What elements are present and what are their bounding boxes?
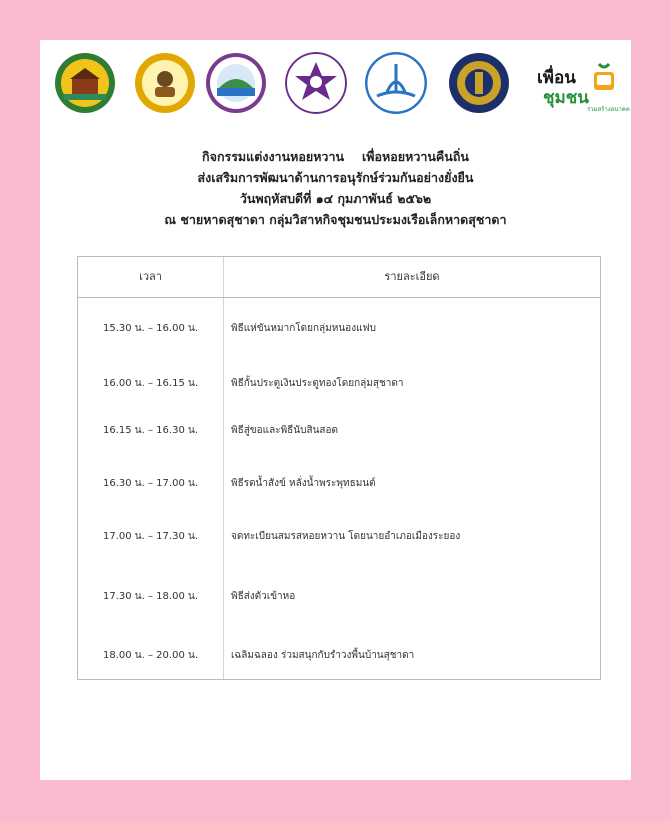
poster-sheet (40, 40, 631, 780)
event-subtitle: ส่งเสริมการพัฒนาด้านการอนุรักษ์ร่วมกันอย่างยั่งยืน (197, 170, 474, 185)
table-row (78, 527, 600, 547)
table-row (78, 421, 600, 441)
row-time: 17.00 น. – 17.30 น. (103, 531, 198, 542)
community-seal-icon (205, 52, 267, 114)
row-time: 16.00 น. – 16.15 น. (103, 378, 198, 389)
table-row (78, 646, 600, 666)
event-slogan: เพื่อหอยหวานคืนถิ่น (362, 149, 469, 164)
event-title: กิจกรรมแต่งงานหอยหวาน (202, 149, 345, 164)
brand-line-1: เพื่อน (537, 68, 576, 88)
row-detail: เฉลิมฉลอง ร่วมสนุกกับรำวงพื้นบ้านสุชาดา (231, 650, 415, 661)
header-line-1 (40, 146, 631, 167)
brand-line-2: ชุมชน (543, 88, 589, 108)
mascot-icon (593, 62, 615, 92)
event-header (40, 146, 631, 230)
event-date: วันพฤหัสบดีที่ ๑๔ กุมภาพันธ์ ๒๕๖๒ (239, 191, 432, 206)
logo-strip (40, 52, 631, 118)
row-detail: จดทะเบียนสมรสหอยหวาน โดยนายอำเภอเมืองระยอง (231, 531, 461, 542)
community-friend-brand (537, 58, 630, 118)
table-row (78, 587, 600, 607)
fisheries-department-icon (448, 52, 510, 114)
table-row (78, 474, 600, 494)
district-emblem-icon (54, 52, 116, 114)
table-header (78, 257, 600, 298)
table-row (78, 374, 600, 394)
schedule-table (77, 256, 601, 680)
event-venue: ณ ชายหาดสุชาดา กลุ่มวิสาหกิจชุมชนประมงเรือเล็กหาดสุชาดา (164, 212, 507, 227)
row-time: 18.00 น. – 20.00 น. (103, 650, 198, 661)
row-time: 15.30 น. – 16.00 น. (103, 323, 198, 334)
brand-tagline: ร่วมสร้างอนาคต (587, 106, 630, 113)
harbor-logo-icon (365, 52, 427, 114)
column-header-time: เวลา (139, 270, 162, 283)
column-header-detail: รายละเอียด (384, 270, 440, 283)
row-time: 17.30 น. – 18.00 น. (103, 591, 198, 602)
temple-seal-icon (134, 52, 196, 114)
row-detail: พิธีสู่ขอและพิธีนับสินสอด (231, 425, 339, 436)
row-detail: พิธีกั้นประตูเงินประตูทองโดยกลุ่มสุชาดา (231, 378, 404, 389)
row-detail: พิธีแห่ขันหมากโดยกลุ่มหนองแฟบ (231, 323, 376, 334)
row-detail: พิธีรดน้ำสังข์ หลั่งน้ำพระพุทธมนต์ (231, 478, 376, 489)
row-detail: พิธีส่งตัวเข้าหอ (231, 591, 296, 602)
foundation-emblem-icon (285, 52, 347, 114)
row-time: 16.15 น. – 16.30 น. (103, 425, 198, 436)
table-row (78, 319, 600, 339)
row-time: 16.30 น. – 17.00 น. (103, 478, 198, 489)
